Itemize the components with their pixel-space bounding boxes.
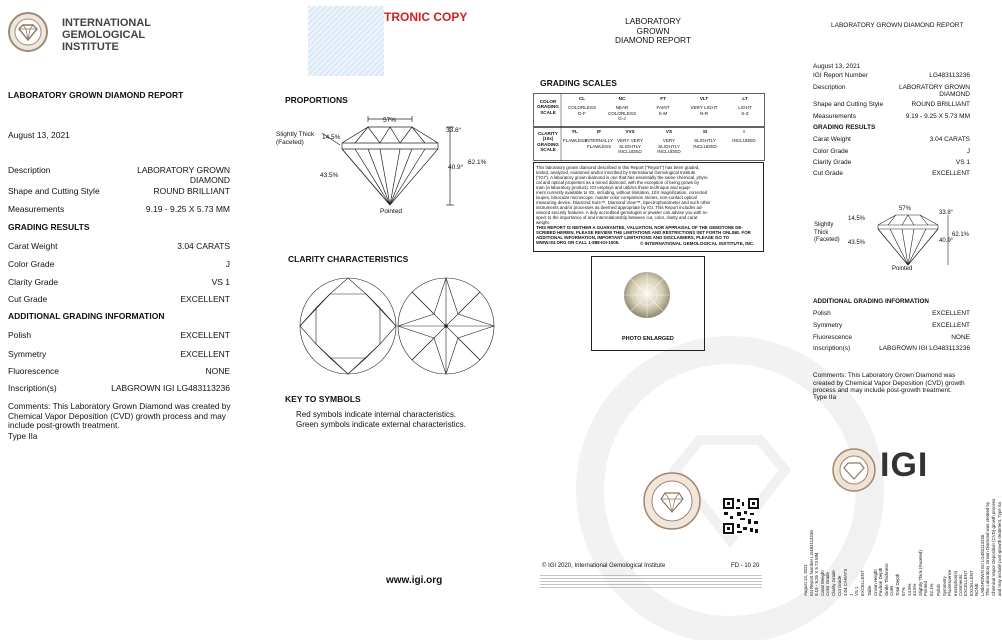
grading-label: Color Grade [8,259,55,269]
photo-label: PHOTO ENLARGED [622,336,674,342]
security-pattern [308,6,384,76]
clarity-col-if: IF INTERNALLY FLAWLESS [585,129,613,149]
crown-height: 14.5% [322,134,341,141]
crown-angle: 33.8° [446,127,462,134]
org-name-line-2: GEMOLOGICAL [62,29,146,41]
comments-text: Comments: This Laboratory Grown Diamond was created by Chemical Vapor Deposition (CVD) growth process and may include post-growth treatment. [8,401,231,430]
grading-scales-heading: GRADING SCALES [540,78,617,88]
grading-results-heading: GRADING RESULTS [8,222,90,232]
color-col-cl: CL COLORLESS D-F [567,96,597,116]
grading-row-color [8,259,230,269]
detail-value: 9.19 - 9.25 X 5.73 MM [145,204,230,214]
strip-col-2: Table Crown Height Pavilion Depth Girdle Thickness Culet Total Depth [867,563,900,596]
igi-wordmark: IGI [880,446,929,484]
comments-type: Type IIa [8,431,38,441]
footer-fineprint [540,575,762,589]
pavilion-depth: 43.5% [320,172,339,179]
clarity-plot-crown [298,276,398,376]
right-carat-row: Carat Weight 3.04 CARATS [813,136,970,143]
strip-col-3-values: EXCELLENT EXCELLENT NONE LABGROWN IGI LG483113236 This Laboratory Grown Diamond was created by Chemical Vapor Deposition (CVD) growth process and may include post-growth treatment. Type IIa [963,498,1002,596]
right-symmetry-row: Symmetry EXCELLENT [813,322,970,329]
color-scale-label: COLOR GRADING SCALE [537,99,559,115]
grading-row-clarity [8,277,230,287]
clarity-scale-label: CLARITY (10x) GRADING SCALE [537,131,559,153]
website-link[interactable]: www.igi.org [386,575,443,586]
right-cut-row: Cut Grade EXCELLENT [813,170,970,177]
right-description-row: Description LABORATORY GROWN DIAMOND [813,84,970,98]
additional-label: Polish [8,330,32,340]
right-table-pct: 57% [899,206,912,212]
color-col-ft: FT FAINT K-M [656,96,670,116]
additional-row-fluorescence [8,366,230,376]
strip-col-1: August 13, 2021 IGI Report Number LG483113236 9.19 - 9.25 X 5.73 MM Carat Weight Color Grade Clarity Grade Cut Grade [803,530,842,596]
right-shape-row: Shape and Cutting Style ROUND BRILLIANT [813,101,970,108]
additional-label: Symmetry [8,349,47,359]
right-inscription-row: Inscription(s) LABGROWN IGI LG483113236 [813,345,970,352]
grading-label: Cut Grade [8,294,48,304]
right-date: August 13, 2021 [813,63,861,70]
right-culet: Pointed [892,266,913,272]
detail-row-description [8,165,230,185]
igi-seal-icon [8,12,48,52]
pavilion-angle: 40.9° [448,164,464,171]
key-to-symbols-heading: KEY TO SYMBOLS [285,394,361,404]
additional-value: EXCELLENT [180,330,230,340]
color-col-vlt: VLT VERY LIGHT N-R [690,96,718,116]
table-percentage: 57% [383,117,397,124]
clarity-col-i: I INCLUDED [732,129,756,144]
color-col-nc: NC NEAR COLORLESS G-J [607,96,637,122]
disclaimer-text: This laboratory grown diamond described in this Report ("Report") has been graded, tested, analyzed, examined and/or inscribed by International Gemological Institute ("IGI"). A laboratory grown diamond is one that has essentially the same chemical, physi- cal and optical properties as a mined diamond, with the exception of being grown by man (a laboratory product). IGI employs and utilizes those technique and equip- ment currently available to IGI, including, without limitation, 10X magnification, corrected loupes, binocular microscope, master color comparison stones, non-contact optical measuring device, Diamond Sure™, Diamond View™, Spectrophotometer and such other instruments and/or processes as deemed appropriate by IGI. This Report includes ad- vanced security features. A duly accredited gemologist or jeweler can advise you with re- spect to the importance of and interrelationship between cut, color, clarity and carat weight. THIS REPORT IS NEITHER A GUARANTEE, VALUATION, NOR APPRAISAL OF THE GEMSTONE DE- SCRIBED HEREIN. PLEASE REVIEW THE LIMITATIONS AND RESTRICTIONS SET FORTH ONLINE. FOR ADDITIONAL INFORMATION, IMPORTANT LIMITATIONS AND DISCLAIMERS, PLEASE GO TO WWW.IGI.ORG OR CALL 1-888-IGI-1005. [536,165,751,245]
right-grading-heading: GRADING RESULTS [813,124,876,131]
gold-seal-icon [643,472,701,530]
total-depth: 62.1% [468,159,487,166]
grading-label: Carat Weight [8,241,58,251]
additional-label: Inscription(s) [8,383,57,393]
right-total-depth: 62.1% [952,232,970,238]
right-measurements-row: Measurements 9.19 - 9.25 X 5.73 MM [813,113,970,120]
clarity-characteristics-heading: CLARITY CHARACTERISTICS [288,254,409,264]
strip-col-2-values: 57% 14.5% 43.5% Slightly Thick (Faceted) Pointed 62.1% [901,550,934,596]
clarity-col-si: SI SLIGHTLY INCLUDED [693,129,717,149]
grading-value: J [225,259,230,269]
rotated-summary-strip [803,496,1002,596]
detail-row-shape [8,186,230,196]
grading-value: VS 1 [211,277,230,287]
grading-row-carat [8,241,230,251]
qr-code-icon[interactable] [722,497,760,535]
detail-value: ROUND BRILLIANT [153,186,230,196]
grading-row-cut [8,294,230,304]
right-crown-angle: 33.8° [939,210,954,216]
org-name-line-3: INSTITUTE [62,41,119,53]
report-title: LABORATORY GROWN DIAMOND REPORT [8,90,184,100]
grading-label: Clarity Grade [8,277,59,287]
right-comments-type: Type IIa [813,394,837,401]
detail-label: Measurements [8,204,65,214]
right-comments: Comments: This Laboratory Grown Diamond was created by Chemical Vapor Deposition (CVD) growth process and may include post-growth treatment. [813,372,965,394]
right-additional-heading: ADDITIONAL GRADING INFORMATION [813,298,929,305]
additional-row-polish [8,330,230,340]
strip-col-3: Polish Symmetry Fluorescence Inscription(s) Comments: [936,569,964,596]
detail-row-measurements [8,204,230,214]
right-girdle: Slightly Thick (Faceted) [814,222,840,243]
right-pavilion-angle: 40.9° [939,238,954,244]
report-date: August 13, 2021 [8,130,70,140]
grading-value: 3.04 CARATS [177,241,230,251]
right-polish-row: Polish EXCELLENT [813,310,970,317]
clarity-plot-pavilion [396,276,496,376]
right-fluorescence-row: Fluorescence NONE [813,334,970,341]
footer-copyright: © IGI 2020, International Gemological Institute [542,563,666,569]
additional-value: LABGROWN IGI LG483113236 [111,383,230,393]
center-title: LABORATORY GROWN DIAMOND REPORT [615,16,691,45]
detail-label: Shape and Cutting Style [8,186,100,196]
igi-logo-icon [832,448,876,492]
detail-value: LABORATORY GROWN DIAMOND [137,165,230,185]
additional-value: NONE [205,366,230,376]
additional-heading: ADDITIONAL GRADING INFORMATION [8,311,165,321]
additional-label: Fluorescence [8,366,60,376]
electronic-copy-banner: TRONIC COPY [384,10,468,24]
culet: Pointed [380,208,403,215]
right-pavilion-depth: 43.5% [848,240,866,246]
diamond-photo [622,270,672,320]
right-report-number-row: IGI Report Number LG483113236 [813,72,970,79]
clarity-col-vs: VS VERY SLIGHTLY INCLUDED [657,129,681,155]
org-name-line-1: INTERNATIONAL [62,17,152,29]
additional-row-inscription [8,383,230,393]
detail-label: Description [8,165,51,175]
strip-col-1-values: 3.04 CARATS J VS 1 EXCELLENT [843,568,865,596]
grading-value: EXCELLENT [180,294,230,304]
form-code: FD - 10 20 [731,563,760,569]
right-report-title: LABORATORY GROWN DIAMOND REPORT [831,22,964,29]
institute-copyright: © INTERNATIONAL GEMOLOGICAL INSTITUTE, INC. [640,241,755,246]
key-line-red: Red symbols indicate internal characteristics. [296,410,457,419]
proportions-heading: PROPORTIONS [285,95,348,105]
right-color-row: Color Grade J [813,148,970,155]
key-line-green: Green symbols indicate external characteristics. [296,420,466,429]
right-clarity-row: Clarity Grade VS 1 [813,159,970,166]
girdle-thickness: Slightly Thick (Faceted) [276,131,315,146]
clarity-col-fl: FL FLAWLESS [562,129,588,144]
clarity-col-vvs: VVS VERY VERY SLIGHTLY INCLUDED [616,129,644,155]
right-crown-height: 14.5% [848,216,866,222]
color-col-lt: LT LIGHT S-Z [738,96,752,116]
additional-value: EXCELLENT [180,349,230,359]
additional-row-symmetry [8,349,230,359]
